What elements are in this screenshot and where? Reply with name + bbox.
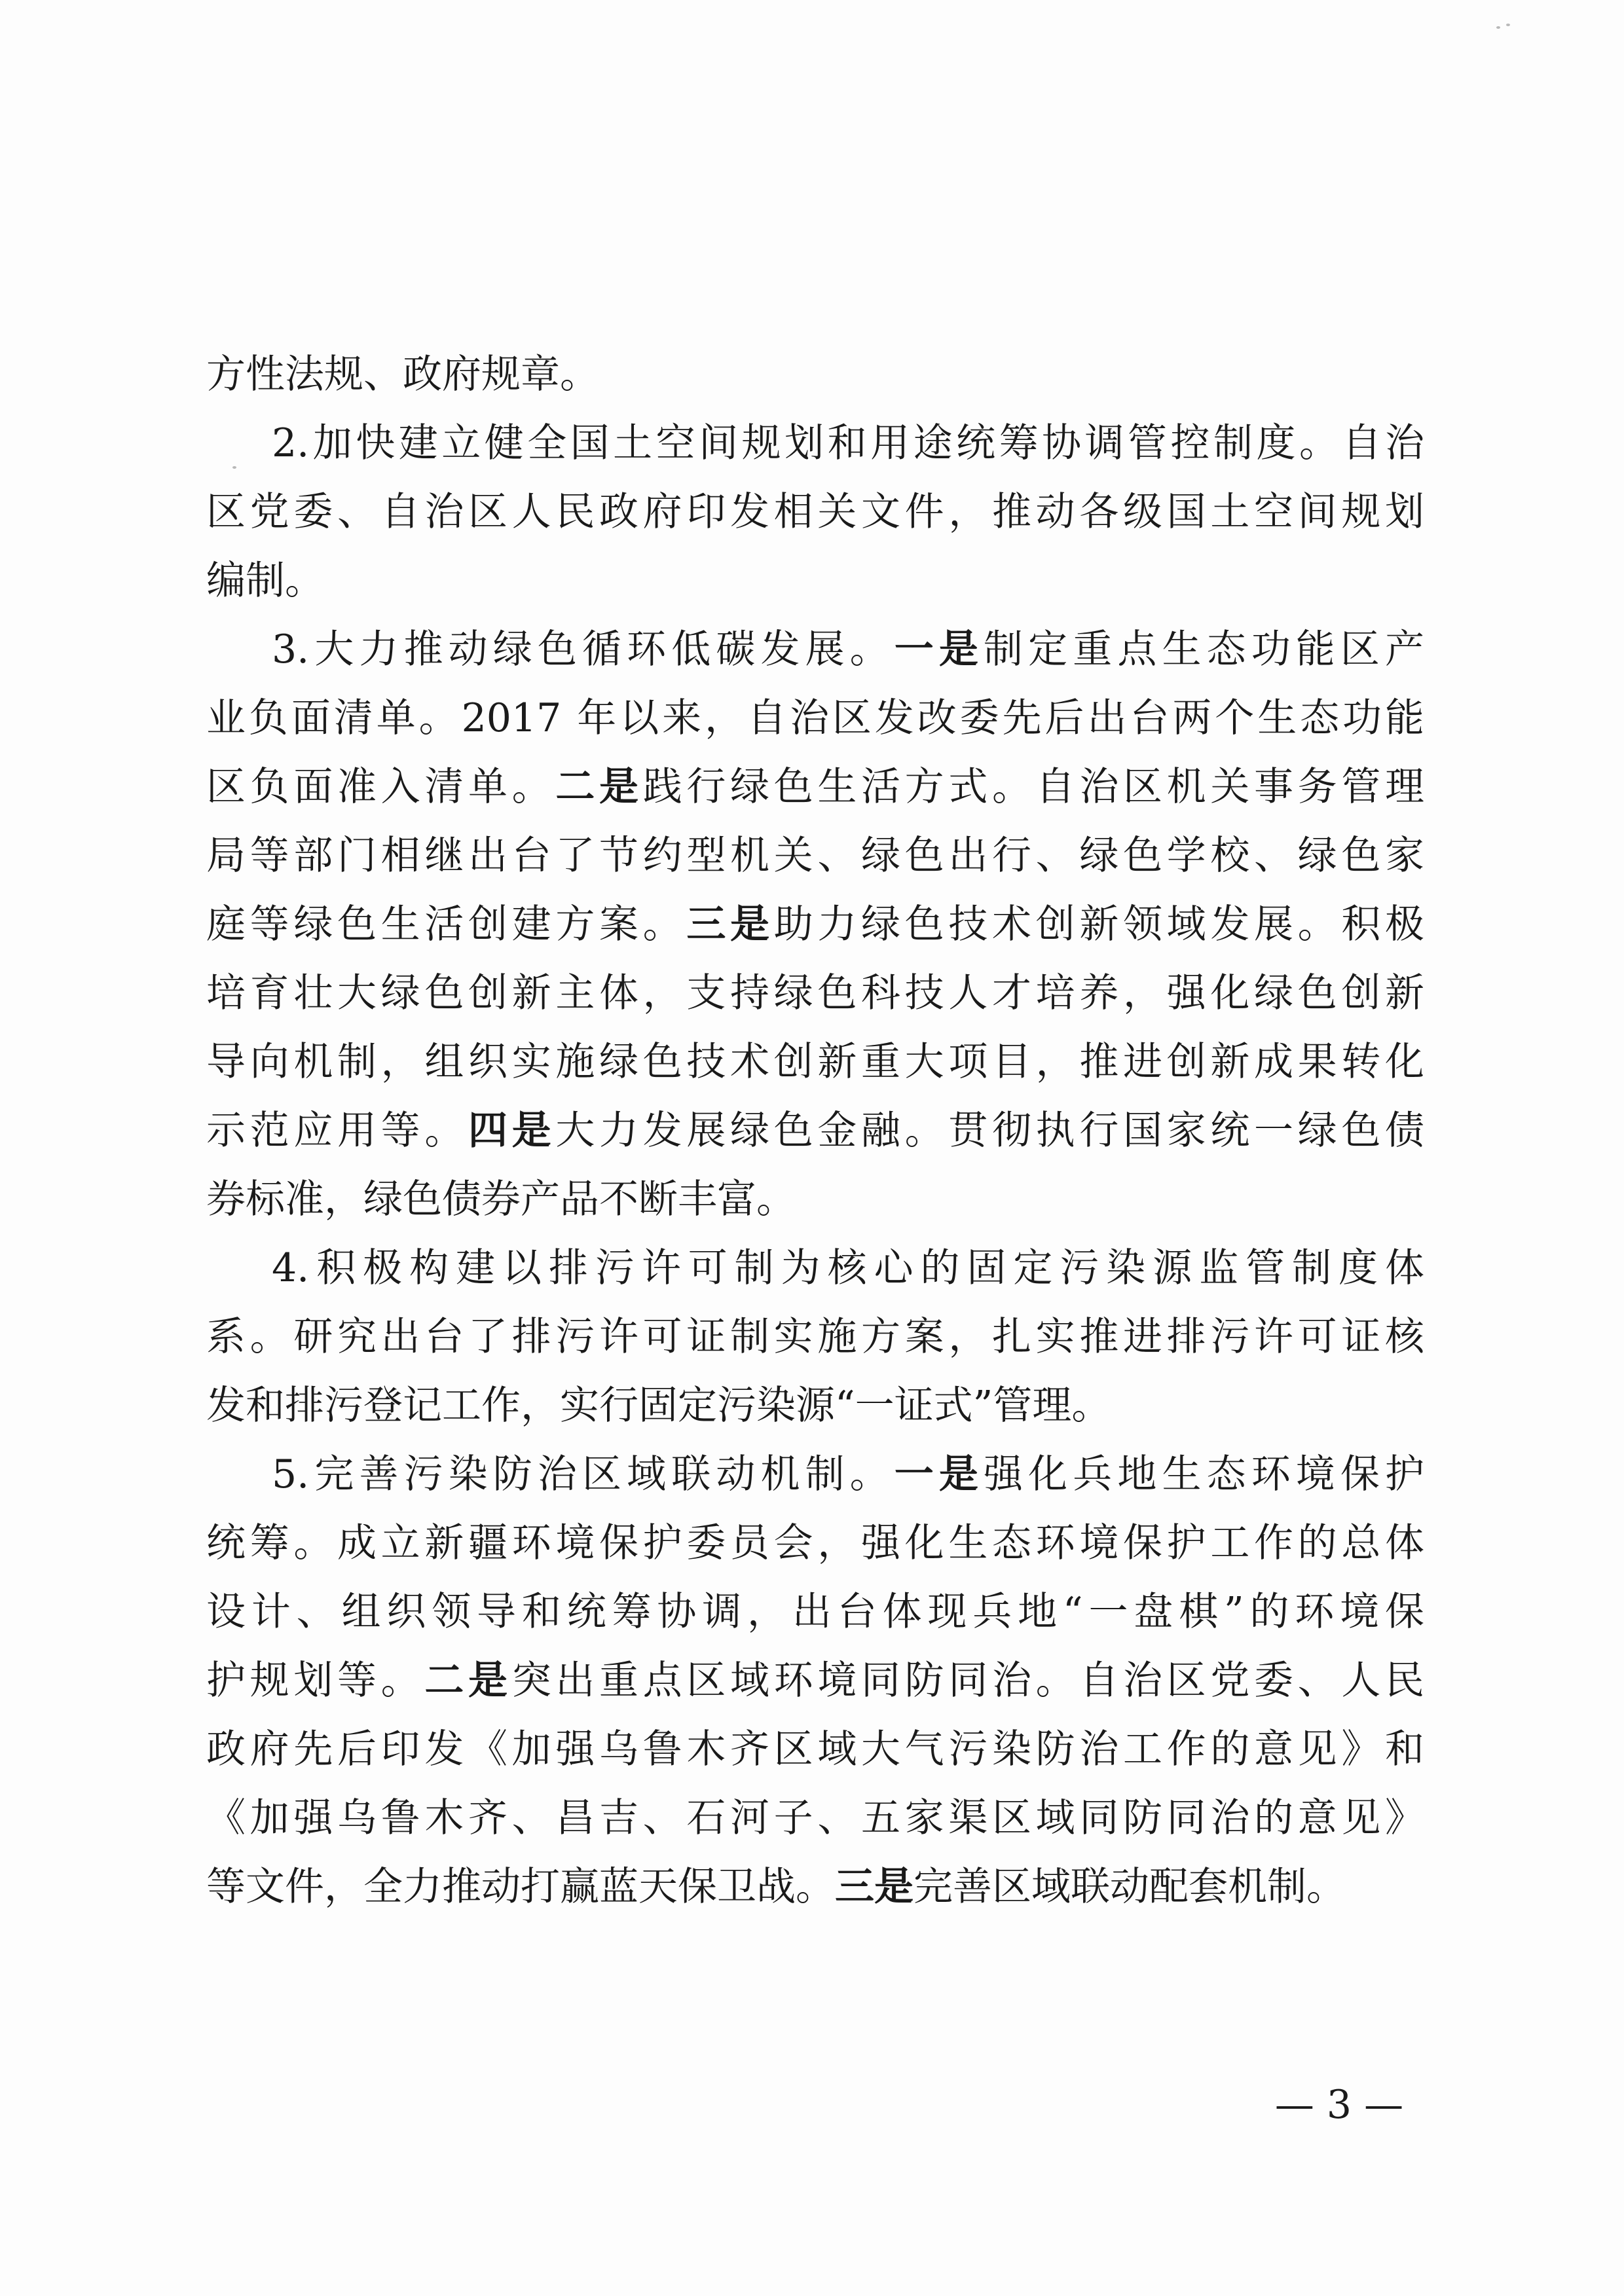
body-text: 2.加快建立健全国土空间规划和用途统筹协调管控制度。自治 bbox=[272, 420, 1424, 466]
body-text: 大力发展绿色金融。贯彻执行国家统一绿色债 bbox=[555, 1108, 1425, 1154]
body-text: 区负面准入清单。 bbox=[206, 764, 556, 810]
body-text: 方性法规、政府规章。 bbox=[206, 352, 599, 397]
body-text: 完善区域联动配套机制。 bbox=[913, 1864, 1346, 1910]
text-line bbox=[206, 1509, 1424, 1578]
text-line bbox=[206, 547, 1424, 615]
body-text: 导向机制，组织实施绿色技术创新重大项目，推进创新成果转化 bbox=[206, 1039, 1424, 1085]
body-text: 统筹。成立新疆环境保护委员会，强化生态环境保护工作的总体 bbox=[206, 1520, 1424, 1566]
body-text: 《加强乌鲁木齐、昌吉、石河子、五家渠区域同防同治的意见》 bbox=[206, 1795, 1424, 1841]
body-text: 业负面清单。2017 年以来，自治区发改委先后出台两个生态功能 bbox=[206, 695, 1424, 741]
body-text: 制定重点生态功能区产 bbox=[984, 627, 1425, 672]
body-text: 编制。 bbox=[206, 558, 324, 604]
scan-speck bbox=[1506, 24, 1510, 26]
body-text: 强化兵地生态环境保护 bbox=[984, 1451, 1425, 1497]
paragraph bbox=[206, 1234, 1424, 1440]
text-line bbox=[206, 409, 1424, 478]
body-text: 等文件，全力推动打赢蓝天保卫战。 bbox=[206, 1864, 835, 1910]
body-text: 助力绿色技术创新领域发展。积极 bbox=[773, 902, 1425, 947]
text-line bbox=[206, 478, 1424, 547]
text-line bbox=[206, 1853, 1424, 1922]
paragraph bbox=[206, 615, 1424, 1234]
text-line bbox=[206, 1715, 1424, 1784]
body-text: 突出重点区域环境同防同治。自治区党委、人民 bbox=[511, 1658, 1425, 1704]
body-text: 示范应用等。 bbox=[206, 1108, 468, 1154]
text-line bbox=[206, 753, 1424, 822]
body-text: 政府先后印发《加强乌鲁木齐区域大气污染防治工作的意见》和 bbox=[206, 1726, 1424, 1772]
emphasis-text: 二是 bbox=[424, 1658, 512, 1704]
emphasis-text: 三是 bbox=[835, 1864, 913, 1910]
text-line bbox=[206, 1440, 1424, 1509]
text-line bbox=[206, 1165, 1424, 1234]
body-text: 护规划等。 bbox=[206, 1658, 425, 1704]
paragraph bbox=[206, 340, 1424, 409]
emphasis-text: 一是 bbox=[894, 1451, 984, 1497]
body-text: 发和排污登记工作，实行固定污染源“一证式”管理。 bbox=[206, 1383, 1111, 1429]
body-text: 4.积极构建以排污许可制为核心的固定污染源监管制度体 bbox=[272, 1245, 1424, 1291]
text-line bbox=[206, 1578, 1424, 1647]
text-line bbox=[206, 1303, 1424, 1372]
document-body bbox=[206, 340, 1424, 1922]
text-line bbox=[206, 684, 1424, 753]
text-line bbox=[206, 1372, 1424, 1440]
body-text: 券标准，绿色债券产品不断丰富。 bbox=[206, 1176, 796, 1222]
text-line bbox=[206, 1784, 1424, 1853]
body-text: 庭等绿色生活创建方案。 bbox=[206, 902, 687, 947]
body-text: 系。研究出台了排污许可证制实施方案，扎实推进排污许可证核 bbox=[206, 1314, 1424, 1360]
text-line bbox=[206, 1647, 1424, 1715]
text-line bbox=[206, 822, 1424, 890]
page-number: — 3 — bbox=[1274, 2082, 1404, 2128]
text-line bbox=[206, 615, 1424, 684]
emphasis-text: 三是 bbox=[686, 902, 774, 947]
paragraph bbox=[206, 409, 1424, 615]
emphasis-text: 四是 bbox=[468, 1108, 556, 1154]
text-line bbox=[206, 959, 1424, 1028]
text-line bbox=[206, 1097, 1424, 1165]
scan-speck bbox=[1496, 26, 1500, 29]
text-line bbox=[206, 1028, 1424, 1097]
paragraph bbox=[206, 1440, 1424, 1922]
emphasis-text: 一是 bbox=[894, 627, 984, 672]
text-line bbox=[206, 1234, 1424, 1303]
emphasis-text: 二是 bbox=[555, 764, 643, 810]
body-text: 设计、组织领导和统筹协调，出台体现兵地“一盘棋”的环境保 bbox=[206, 1589, 1424, 1635]
text-line bbox=[206, 340, 1424, 409]
body-text: 局等部门相继出台了节约型机关、绿色出行、绿色学校、绿色家 bbox=[206, 833, 1424, 879]
body-text: 培育壮大绿色创新主体，支持绿色科技人才培养，强化绿色创新 bbox=[206, 970, 1424, 1016]
body-text: 区党委、自治区人民政府印发相关文件，推动各级国土空间规划 bbox=[206, 489, 1424, 535]
body-text: 3.大力推动绿色循环低碳发展。 bbox=[272, 627, 895, 672]
body-text: 5.完善污染防治区域联动机制。 bbox=[272, 1451, 895, 1497]
body-text: 践行绿色生活方式。自治区机关事务管理 bbox=[642, 764, 1425, 810]
text-line bbox=[206, 890, 1424, 959]
